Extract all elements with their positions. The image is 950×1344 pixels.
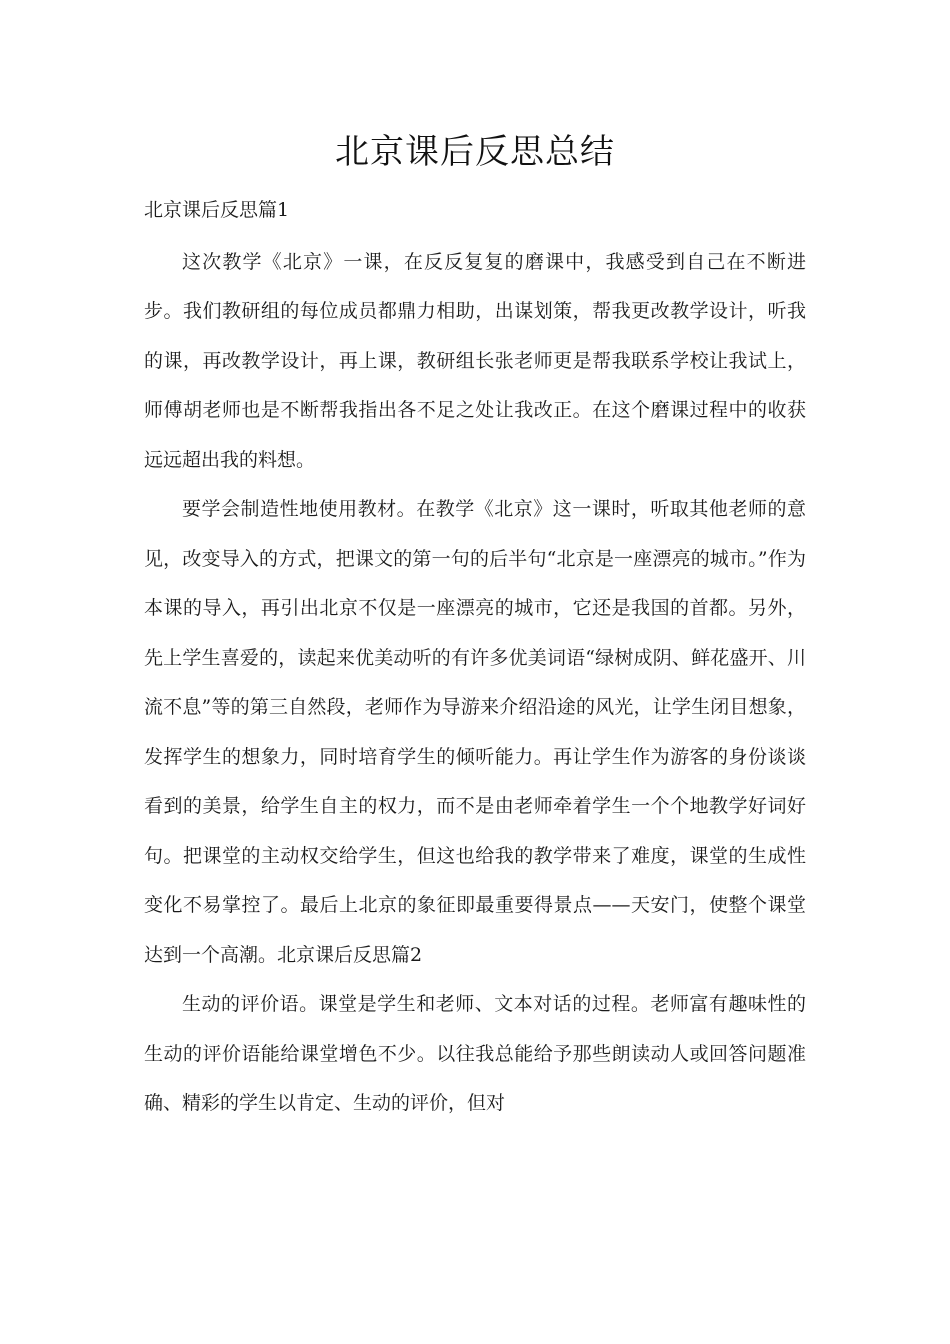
- document-title: 北京课后反思总结: [335, 132, 615, 172]
- paragraph-2: 要学会制造性地使用教材。在教学《北京》这一课时，听取其他老师的意见，改变导入的方式，把课文的第一句的后半句“北京是一座漂亮的城市。”作为本课的导入，再引出北京不仅是一座漂亮的城市，它还是我国的首都。另外，先上学生喜爱的，读起来优美动听的有许多优美词语“绿树成阴、鲜花盛开、川流不息”等的第三自然段，老师作为导游来介绍沿途的风光，让学生闭目想象，发挥学生的想象力，同时培育学生的倾听能力。再让学生作为游客的身份谈谈看到的美景，给学生自主的权力，而不是由老师牵着学生一个个地教学好词好句。把课堂的主动权交给学生，但这也给我的教学带来了难度，课堂的生成性变化不易掌控了。最后上北京的象征即最重要得景点——天安门，使整个课堂达到一个高潮。北京课后反思篇2: [144, 498, 806, 966]
- paragraph-1: 这次教学《北京》一课，在反反复复的磨课中，我感受到自己在不断进步。我们教研组的每位成员都鼎力相助，出谋划策，帮我更改教学设计，听我的课，再改教学设计，再上课，教研组长张老师更是帮我联系学校让我试上，师傅胡老师也是不断帮我指出各不足之处让我改正。在这个磨课过程中的收获远远超出我的料想。: [144, 250, 806, 471]
- document-body: [144, 186, 806, 1129]
- paragraph-3: 生动的评价语。课堂是学生和老师、文本对话的过程。老师富有趣味性的生动的评价语能给课堂增色不少。以往我总能给予那些朗读动人或回答问题准确、精彩的学生以肯定、生动的评价，但对: [144, 993, 806, 1114]
- section-heading-1: 北京课后反思篇1: [144, 199, 290, 221]
